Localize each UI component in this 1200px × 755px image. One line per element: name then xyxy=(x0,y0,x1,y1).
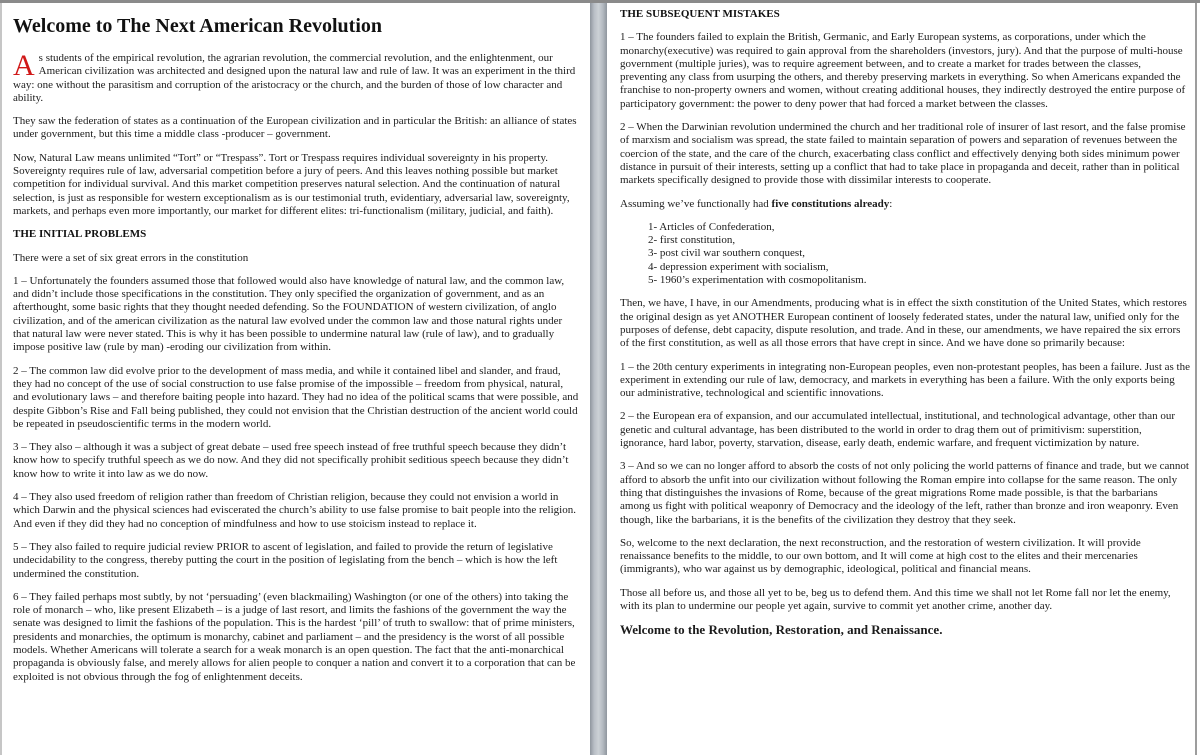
column-divider-bar xyxy=(590,3,607,755)
left-edge-line xyxy=(0,3,2,755)
assuming-suffix: : xyxy=(889,197,893,210)
section-heading-subsequent-mistakes: THE SUBSEQUENT MISTAKES xyxy=(620,8,780,20)
closing-paragraph-1: So, welcome to the next declaration, the next reconstruction, and the restoration of western civilization. It will provide renaissance benefits to the middle, to our own bottom, and It will come at high cost to the elites and their mercenaries (immigrants), who war against us by demographic, ideological, political and financial means. xyxy=(620,536,1141,576)
intro-paragraph xyxy=(13,49,579,105)
assuming-prefix: Assuming we’ve functionally had xyxy=(620,197,772,210)
error-paragraph-3: 3 – They also – although it was a subject of great debate – used free speech instead of free truthful speech because they didn’t know how to specify truthful speech as we do now. And they did not specifically prohibit seditious speech because they didn’t know how to write it into law as we do now. xyxy=(13,441,569,480)
constitution-item-1: 1- Articles of Confederation, xyxy=(648,220,775,233)
right-edge-line xyxy=(1195,3,1197,755)
mistake-paragraph-1: 1 – The founders failed to explain the British, Germanic, and Early European systems, as corporations, under which the monarchy(executive) was required to gain approval from the shareholders (investors, jury). And that the purpose of multi-house government (multiple juries), was to require agreement between, and to create a market for trades between the classes, preventing any class from usurping the others, and thereby preserving markets in everything. So when Americans expanded the franchise to non-property owners and women, without creating additional houses, they indirectly destroyed the entire purpose of participatory government: the power to deny power that had forced a market between the classes. xyxy=(620,31,1186,110)
error-paragraph-4: 4 – They also used freedom of religion rather than freedom of Christian religion, because they could not envision a world in which Darwin and the physical sciences had eviscerated the church’s ability to use false promise to bait people into the religion. And even if they did they had no conception of mindfulness and how to use stoicism instead to replace it. xyxy=(13,491,576,530)
left-column xyxy=(13,0,579,694)
error-paragraph-2: 2 – The common law did evolve prior to the development of mass media, and while it contained libel and slander, and fraud, they had no concept of the use of social construction to use false promise of the impossible – freedom from physical, natural, and evolutionary laws – and therefore baiting people into hazard. They had no idea of the political scams that were possible, and despite Gibbon’s Rise and Fall being published, they could not envision that the Christian destruction of the ancient world could be repeated in pseudoscientific terms in the modern world. xyxy=(13,364,579,430)
constitution-item-3: 3- post civil war southern conquest, xyxy=(648,247,806,260)
section-heading-initial-problems: THE INITIAL PROBLEMS xyxy=(13,228,147,241)
mistake-paragraph-2: 2 – When the Darwinian revolution undermined the church and her traditional role of insurer of last resort, and the false promise of marxism and socialism was spread, the state failed to maintain separation of powers and separation of revenues between the coercion of the state, and the care of the church, exacerbating class conflict and effectively denying both sides minimum power distance in pursuit of their interests, setting up a conflict that had to take place in propaganda and deceit, rather than in political markets specifically designed to provide those with dissimilar interests to cooperate. xyxy=(620,121,1186,187)
right-column xyxy=(620,0,1190,647)
footer-welcome-line: Welcome to the Revolution, Restoration, and Renaissance. xyxy=(620,622,943,638)
reason-paragraph-1: 1 – the 20th century experiments in integrating non-European peoples, even non-protestant peoples, has been a failure. Just as the experiment in extending our rule of law, democracy, and markets in everything has been a failure. With the only exports being our administrative, technological and scientific innovations. xyxy=(620,360,1190,400)
closing-paragraph-2: Those all before us, and those all yet to be, beg us to defend them. And this time we shall not let Rome fall nor let the enemy, with its plan to undermine our people yet again, survive to commit yet another crime, another day. xyxy=(620,586,1171,612)
reason-paragraph-2: 2 – the European era of expansion, and our accumulated intellectual, institutional, and technological advantage, other than our genetic and cultural advantage, has been distributed to the world in order to drag them out of primitivism: superstition, ignorance, hard labor, poverty, starvation, disease, early death, endemic warfare, and frequent victimization by nature. xyxy=(620,410,1176,450)
constitution-item-2: 2- first constitution, xyxy=(648,234,736,247)
reason-paragraph-3: 3 – And so we can no longer afford to absorb the costs of not only policing the world patterns of finance and trade, but we cannot afford to absorb the unfit into our civilization without following the Roman empire into collapse for the same reason. The only thing that distinguishes the invasions of Rome, because of the great migrations Rome made possible, is that the barbarians among us fight with political weaponry of Democracy and the ideology of the left, rather than bronze and iron weaponry. Even though, like the barbarians, it is the benefits of the civilization they destroy that they seek. xyxy=(620,460,1189,526)
page-title: Welcome to The Next American Revolution xyxy=(13,15,383,37)
paragraph-natural-law: Now, Natural Law means unlimited “Tort” or “Trespass”. Tort or Trespass requires individual sovereignty in his property. Sovereignty requires rule of law, adversarial competition before a jury of peers. And this leaves nothing possible but market competition for individual survival. And this market competition preserves natural selection. And the continuation of natural selection, is just as responsible for western exceptionalism as is our testimonial truth, evidentiary, adversarial law, sovereignty, markets, and perhaps even more importantly, our market for different elites: tri-functionalism (military, judicial, and faith). xyxy=(13,151,570,217)
errors-intro: There were a set of six great errors in the constitution xyxy=(13,251,249,264)
assuming-bold: five constitutions already xyxy=(771,197,890,210)
constitution-item-5: 5- 1960’s experimentation with cosmopolitanism. xyxy=(648,274,867,287)
error-paragraph-5: 5 – They also failed to require judicial review PRIOR to ascent of legislation, and failed to provide the return of legislative undecidability to the congress, thereby putting the court in the position of legislating from the bench – which is how the left undermined the constitution. xyxy=(13,540,558,580)
constitutions-list xyxy=(620,221,1190,287)
drop-cap: A xyxy=(13,49,35,82)
assuming-paragraph xyxy=(620,198,1190,211)
error-paragraph-1: 1 – Unfortunately the founders assumed those that followed would also have knowledge of natural law, and the common law, and didn’t include those specifications in the constitution. They only specified the organization of government, and as an afterthought, some basic rights that they thought needed defending. So the FOUNDATION of western civilization, of anglo civilization, and of the american civilization as the natural law evolved under the common law and those natural rights under that natural law were never stated. This is why it has been possible to undermine natural law (rule of law), and to gradually impose positive law (rule by man) -eroding our civilization from within. xyxy=(13,274,565,354)
amendments-paragraph: Then, we have, I have, in our Amendments, producing what is in effect the sixth constitution of the United States, which restores the original design as yet ANOTHER European continent of loosely federated states, under the natural law, unified only for the purposes of defense, debt capacity, dispute resolution, and trade. And in these, our amendments, we have repaired the six errors of the first constitution, as well as all those errors that have crept in since. And we have done so primarily because: xyxy=(620,297,1187,350)
paragraph-federation: They saw the federation of states as a continuation of the European civilization and in particular the British: an alliance of states under government, but this time a middle class -producer – government. xyxy=(13,115,577,141)
error-paragraph-6: 6 – They failed perhaps most subtly, by not ‘persuading’ (even blackmailing) Washington (or one of the others) into taking the role of monarch – who, like present Elizabeth – is a judge of last resort, and limits the fashions of the government the way the senate was designed to limit the fashions of the population. This is the hardest ‘pill’ of truth to swallow: that of prime ministers, presidents and monarchies, the optimum is monarchy, cabinet and parliament – and the presidency is the worst of all possible models. Whether Americans will tolerate a search for a weak monarch is an open question. The fact that the anti-monarchical propaganda is obviously false, and merely allows for alien people to conquer a nation and convert it to a corporation that can be exploited is not obvious through the fog of enlightenment deceits. xyxy=(13,590,576,683)
constitution-item-4: 4- depression experiment with socialism, xyxy=(648,260,829,273)
intro-text: s students of the empirical revolution, the agrarian revolution, the commercial revolution, and the enlightenment, our American civilization was architected and designed upon the natural law and rule of law. It was an experiment in the third way: one without the parasitism and corruption of the aristocracy or the church, and the burden of those of low character and ability. xyxy=(13,52,576,104)
